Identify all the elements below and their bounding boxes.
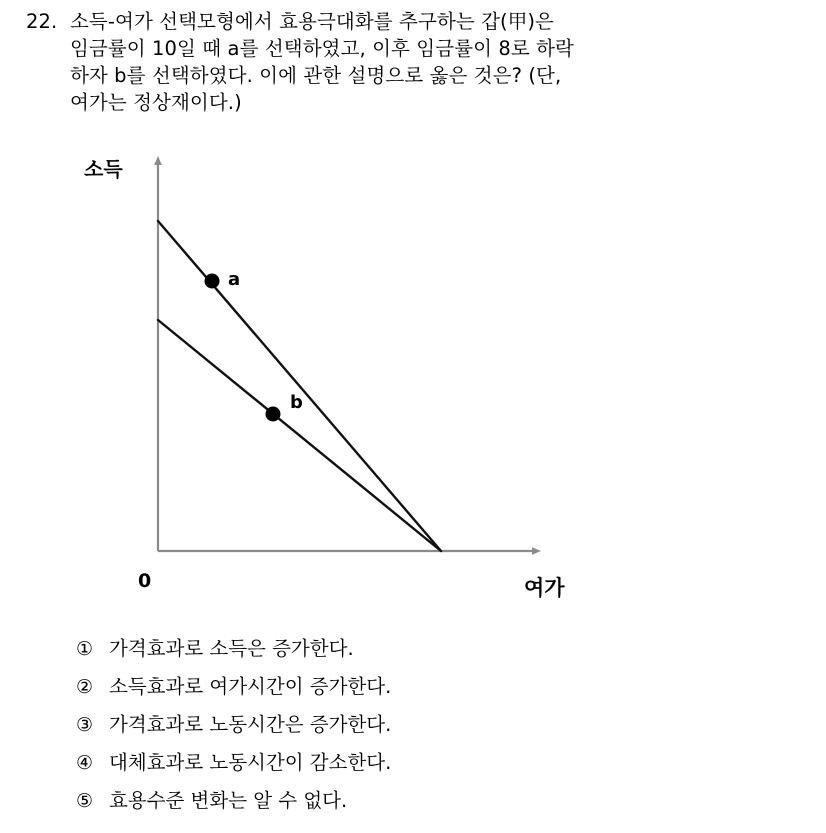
y-axis-label: 소득: [84, 157, 123, 181]
budget-line-wage-10: [158, 221, 441, 551]
option-label-1: 가격효과로 소득은 증가한다.: [109, 637, 354, 660]
option-label-4: 대체효과로 노동시간이 감소한다.: [109, 751, 392, 774]
question-text-line-1: 소득-여가 선택모형에서 효용극대화를 추구하는 갑(甲)은: [70, 10, 554, 33]
answer-option-1[interactable]: [76, 630, 776, 668]
question-text-line-4: 여가는 정상재이다.): [70, 91, 242, 114]
origin-label: 0: [138, 570, 152, 592]
budget-line-wage-8: [158, 320, 441, 551]
x-axis-label: 여가: [524, 576, 565, 600]
option-marker-5: ⑤: [76, 790, 94, 812]
option-label-2: 소득효과로 여가시간이 증가한다.: [109, 675, 392, 698]
answer-option-2[interactable]: [76, 668, 776, 706]
option-marker-4: ④: [76, 752, 94, 774]
option-marker-2: ②: [76, 676, 94, 698]
answer-option-3[interactable]: [76, 706, 776, 744]
answer-options-list: [76, 630, 776, 820]
budget-line-diagram: [0, 140, 620, 610]
x-axis: [158, 547, 541, 555]
point-a-label: a: [228, 269, 241, 290]
answer-option-4[interactable]: [76, 744, 776, 782]
question-text-line-3: 하자 b를 선택하였다. 이에 관한 설명으로 옳은 것은? (단,: [70, 64, 562, 87]
answer-option-5[interactable]: [76, 782, 776, 820]
point-b-marker: [266, 407, 281, 422]
y-axis: [154, 156, 162, 551]
question-number: 22.: [26, 10, 58, 33]
point-a-marker: [205, 274, 220, 289]
question-line-4: [26, 89, 798, 116]
question-line-3: [26, 62, 798, 89]
question-line-2: [26, 35, 798, 62]
option-marker-1: ①: [76, 638, 94, 660]
option-label-5: 효용수준 변화는 알 수 없다.: [109, 789, 348, 812]
question-line-1: [26, 8, 798, 35]
option-label-3: 가격효과로 노동시간은 증가한다.: [109, 713, 392, 736]
option-marker-3: ③: [76, 714, 94, 736]
question-text-line-2: 임금률이 10일 때 a를 선택하였고, 이후 임금률이 8로 하락: [70, 37, 574, 60]
question-block: [26, 8, 798, 116]
point-b-label: b: [290, 392, 303, 413]
